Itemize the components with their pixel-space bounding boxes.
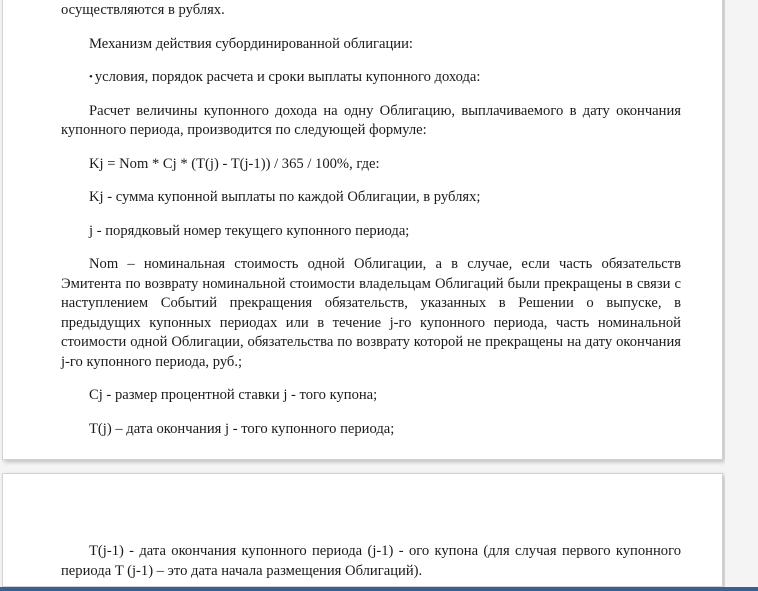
document-page-1	[2, 0, 723, 460]
formula-kj: Kj = Nom * Cj * (T(j) - T(j-1)) / 365 / 100%, где:	[89, 155, 380, 172]
paragraph-mechanism-heading: Механизм действия субординированной облигации:	[89, 35, 413, 52]
bullet-icon: •	[89, 71, 93, 83]
document-page-2	[2, 473, 723, 587]
paragraph-coupon-calculation: Расчет величины купонного дохода на одну Облигацию, выплачиваемого в дату окончания купонного периода, производится по следующей формуле:	[61, 102, 681, 138]
paragraph-definition-cj: Cj - размер процентной ставки j - того купона;	[89, 387, 378, 403]
page-1-content	[61, 1, 681, 453]
paragraph-definition-kj: Kj - сумма купонной выплаты по каждой Облигации, в рублях;	[89, 189, 481, 205]
paragraph-bullet-conditions	[61, 68, 681, 88]
paragraph-definition-nom: Nom – номинальная стоимость одной Облигации, а в случае, если часть обязательств Эмитента по возврату номинальной стоимости владельцам Облигаций были прекращены в связи с наступлением Событий прекращения обязательств, указанных в Решении о выпуске, в предыдущих купонных периодах или в течение j-го купонного периода, часть номинальной стоимости одной Облигации, обязательства по возврату которой не прекращены на дату окончания j-го купонного периода, руб.;	[61, 256, 681, 370]
bottom-status-bar	[0, 587, 758, 591]
page-2-content	[61, 542, 681, 587]
paragraph-definition-tj-minus-1: T(j-1) - дата окончания купонного периода (j-1) - ого купона (для случая первого купонного периода T (j-1) – это дата начала размещения Облигаций).	[61, 543, 681, 579]
paragraph-definition-tj: T(j) – дата окончания j - того купонного периода;	[89, 420, 395, 437]
bullet-text: условия, порядок расчета и сроки выплаты купонного дохода:	[94, 69, 481, 85]
paragraph-continuation: осуществляются в рублях.	[61, 2, 225, 18]
viewer-scroll-gutter[interactable]	[725, 0, 758, 588]
paragraph-definition-j: j - порядковый номер текущего купонного периода;	[89, 222, 410, 239]
